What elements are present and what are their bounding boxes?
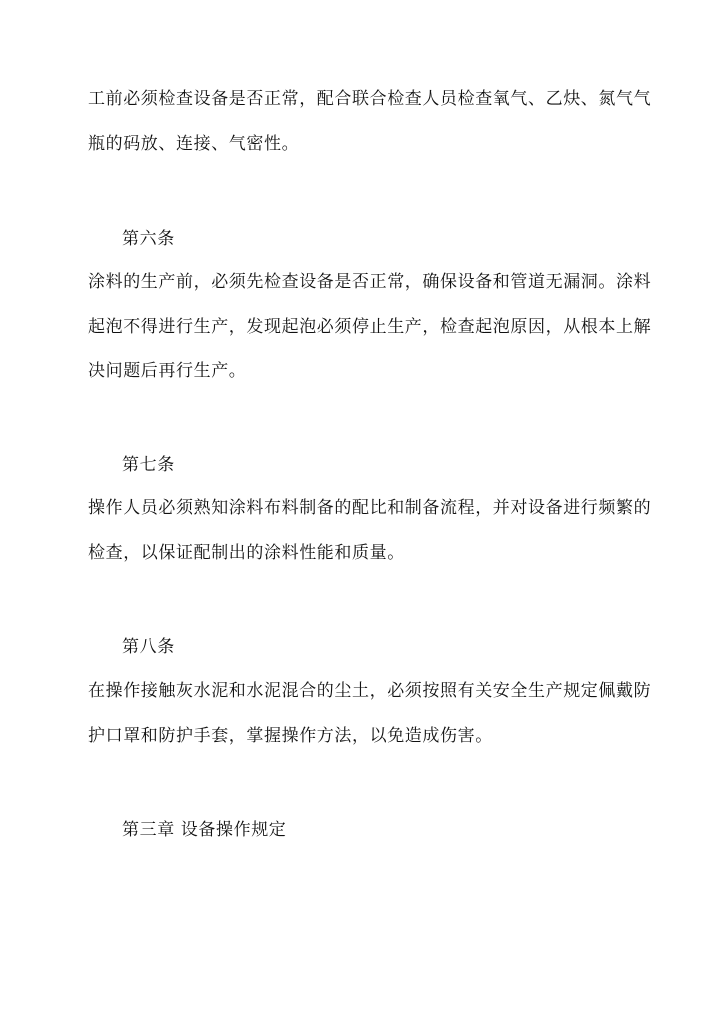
article-7-line-2: 检查，以保证配制出的涂料性能和质量。 (88, 543, 405, 563)
article-6-line-2: 起泡不得进行生产，发现起泡必须停止生产，检查起泡原因，从根本上解 (88, 317, 652, 337)
article-6-line-3: 决问题后再行生产。 (88, 361, 247, 381)
article-6-line-1: 涂料的生产前，必须先检查设备是否正常，确保设备和管道无漏洞。涂料 (88, 272, 652, 292)
intro-line-1: 工前必须检查设备是否正常，配合联合检查人员检查氧气、乙炔、氮气气 (88, 89, 652, 109)
article-8-line-2: 护口罩和防护手套，掌握操作方法，以免造成伤害。 (88, 726, 493, 746)
article-8-title: 第八条 (122, 637, 175, 657)
article-6-title: 第六条 (122, 229, 175, 249)
chapter-3-title: 第三章 设备操作规定 (122, 820, 287, 840)
intro-line-2: 瓶的码放、连接、气密性。 (88, 134, 300, 154)
article-8-line-1: 在操作接触灰水泥和水泥混合的尘土，必须按照有关安全生产规定佩戴防 (88, 681, 652, 701)
article-7-title: 第七条 (122, 455, 175, 475)
article-7-line-1: 操作人员必须熟知涂料布料制备的配比和制备流程，并对设备进行频繁的 (88, 498, 652, 518)
